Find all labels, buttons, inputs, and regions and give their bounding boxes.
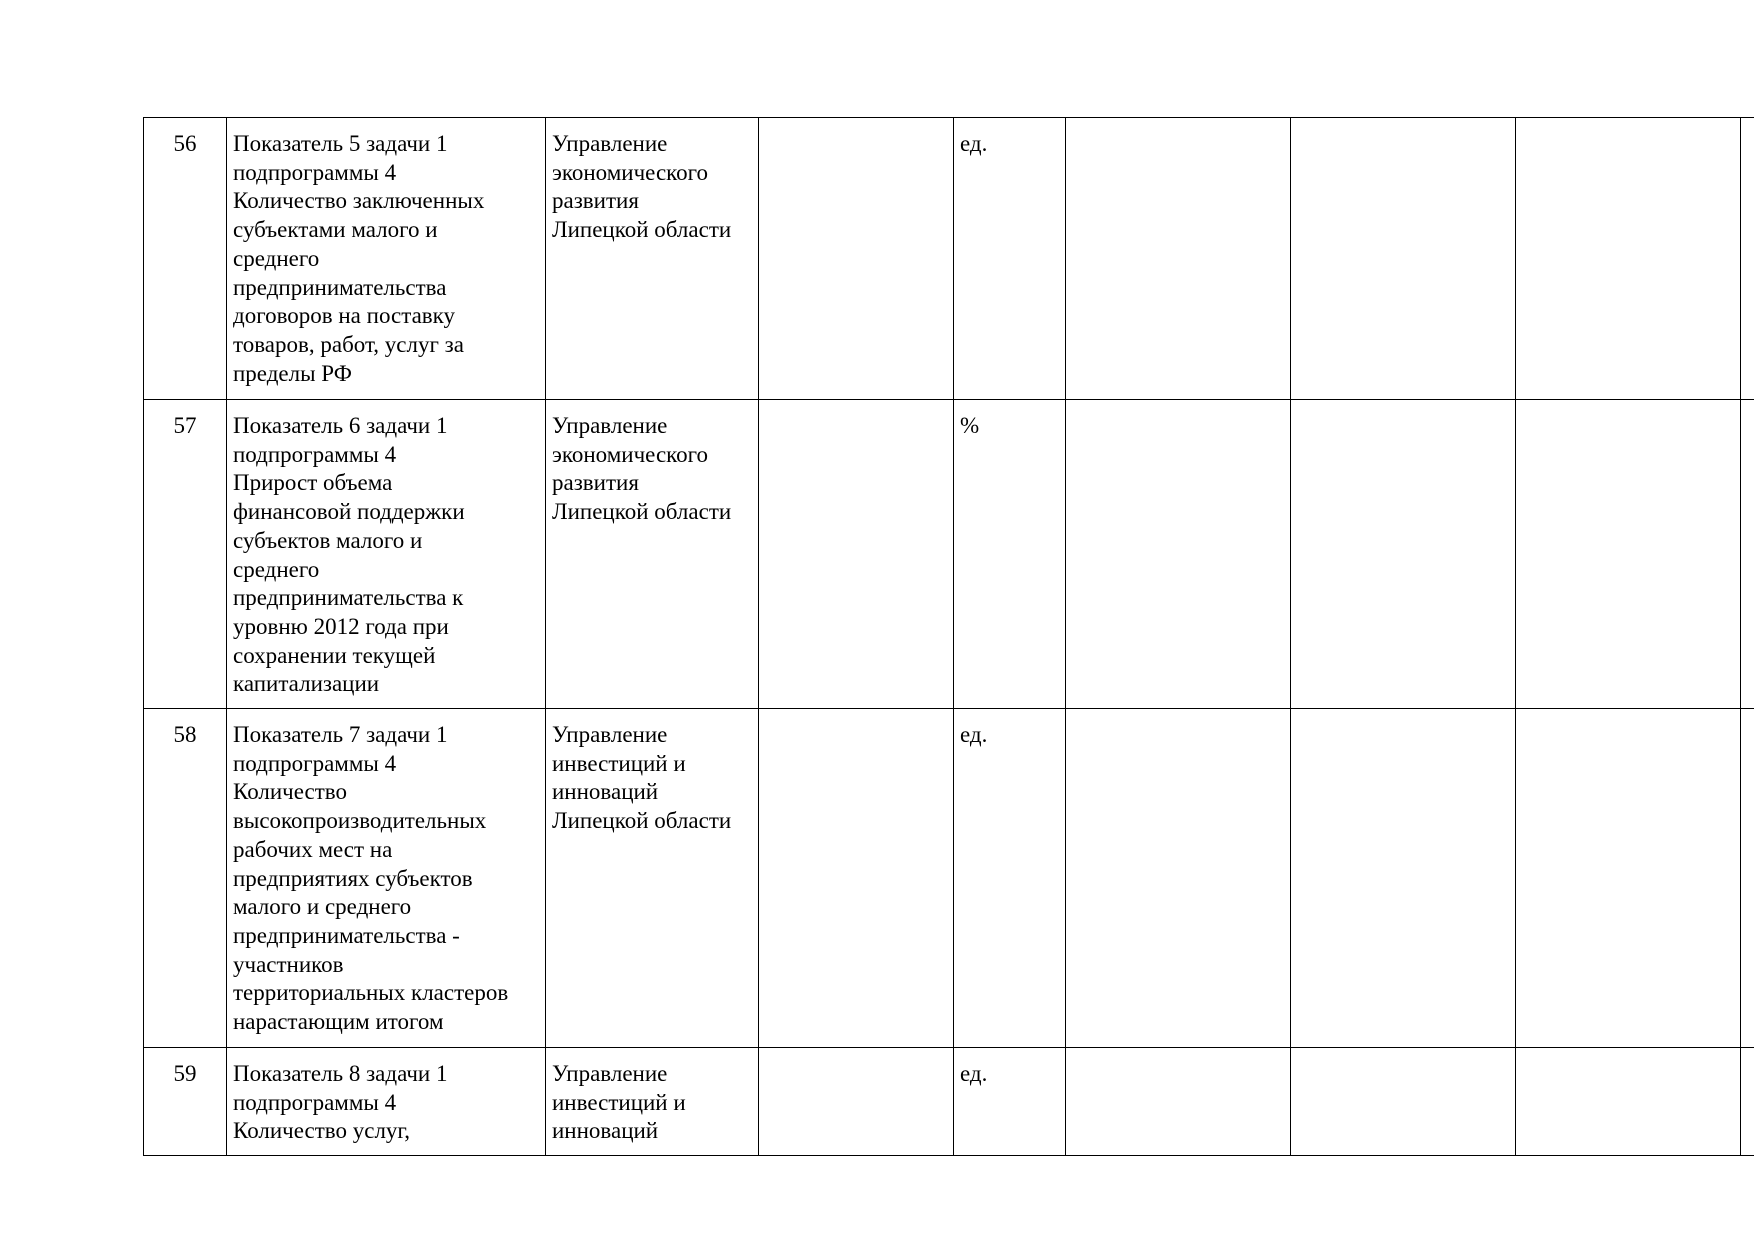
responsible-cell (546, 1048, 759, 1156)
value-cell (1066, 709, 1291, 1048)
indicator-line: подпрограммы 4 (233, 1089, 397, 1115)
indicator-line: Количество заключенных (233, 188, 485, 214)
responsible-line: Липецкой области (552, 217, 732, 243)
indicator-line: предпринимательства к (233, 585, 464, 611)
responsible-line: развития (552, 470, 639, 496)
responsible-cell (546, 400, 759, 709)
indicator-line: договоров на поставку (233, 303, 455, 329)
indicator-line: рабочих мест на (233, 836, 393, 862)
indicator-line: Количество (233, 779, 347, 805)
row-number: 59 (144, 1048, 227, 1156)
indicator-cell (227, 709, 546, 1048)
responsible-line: инноваций (552, 1118, 659, 1144)
indicators-table (143, 117, 1754, 1156)
responsible-line: Липецкой области (552, 499, 732, 525)
indicator-line: высокопроизводительных (233, 808, 487, 834)
indicator-line: участников (233, 951, 344, 977)
indicator-line: субъектами малого и (233, 217, 438, 243)
unit-cell: ед. (954, 709, 1066, 1048)
unit-cell: ед. (954, 1048, 1066, 1156)
responsible-cell (546, 118, 759, 400)
value-cell (1066, 118, 1291, 400)
indicator-line: предпринимательства (233, 274, 447, 300)
indicator-line: капитализации (233, 671, 380, 697)
indicator-line: Показатель 8 задачи 1 (233, 1061, 448, 1086)
table-row (144, 709, 1754, 1048)
indicator-line: Показатель 7 задачи 1 (233, 722, 448, 747)
indicator-line: территориальных кластеров (233, 980, 509, 1006)
value-cell (1516, 400, 1741, 709)
indicator-line: Количество услуг, (233, 1118, 411, 1144)
responsible-line: Управление (552, 722, 668, 747)
table-row (144, 1048, 1754, 1156)
source-cell (759, 400, 954, 709)
value-cell (1066, 400, 1291, 709)
value-cell (1291, 1048, 1516, 1156)
value-cell (1741, 1048, 1754, 1156)
indicator-line: подпрограммы 4 (233, 441, 397, 467)
responsible-line: Управление (552, 131, 668, 156)
indicator-line: сохранении текущей (233, 642, 436, 668)
value-cell (1741, 709, 1754, 1048)
unit-cell: ед. (954, 118, 1066, 400)
responsible-line: инноваций (552, 779, 659, 805)
indicator-line: среднего (233, 556, 320, 582)
row-number: 56 (144, 118, 227, 400)
source-cell (759, 709, 954, 1048)
responsible-line: Управление (552, 413, 668, 438)
indicator-line: подпрограммы 4 (233, 159, 397, 185)
responsible-line: экономического (552, 441, 709, 467)
indicator-line: финансовой поддержки (233, 499, 465, 525)
responsible-line: инвестиций и (552, 750, 686, 776)
indicator-line: Показатель 5 задачи 1 (233, 131, 448, 156)
indicator-line: пределы РФ (233, 360, 352, 386)
responsible-line: Липецкой области (552, 808, 732, 834)
value-cell (1291, 400, 1516, 709)
indicator-line: Прирост объема (233, 470, 393, 496)
indicator-line: среднего (233, 245, 320, 271)
indicator-line: товаров, работ, услуг за (233, 331, 464, 357)
indicator-line: Показатель 6 задачи 1 (233, 413, 448, 438)
source-cell (759, 118, 954, 400)
indicator-line: предпринимательства - (233, 922, 460, 948)
indicator-cell (227, 400, 546, 709)
source-cell (759, 1048, 954, 1156)
value-cell (1516, 118, 1741, 400)
table-row (144, 400, 1754, 709)
value-cell (1516, 1048, 1741, 1156)
row-number: 57 (144, 400, 227, 709)
responsible-line: инвестиций и (552, 1089, 686, 1115)
row-number: 58 (144, 709, 227, 1048)
indicator-line: малого и среднего (233, 894, 412, 920)
value-cell (1741, 118, 1754, 400)
indicator-cell (227, 1048, 546, 1156)
responsible-cell (546, 709, 759, 1048)
indicator-line: уровню 2012 года при (233, 613, 449, 639)
indicator-cell (227, 118, 546, 400)
responsible-line: развития (552, 188, 639, 214)
indicator-line: субъектов малого и (233, 527, 423, 553)
value-cell (1291, 118, 1516, 400)
indicator-line: подпрограммы 4 (233, 750, 397, 776)
responsible-line: экономического (552, 159, 709, 185)
indicator-line: предприятиях субъектов (233, 865, 473, 891)
responsible-line: Управление (552, 1061, 668, 1086)
value-cell (1741, 400, 1754, 709)
unit-cell: % (954, 400, 1066, 709)
value-cell (1516, 709, 1741, 1048)
table-row (144, 118, 1754, 400)
value-cell (1066, 1048, 1291, 1156)
value-cell (1291, 709, 1516, 1048)
indicator-line: нарастающим итогом (233, 1009, 444, 1035)
